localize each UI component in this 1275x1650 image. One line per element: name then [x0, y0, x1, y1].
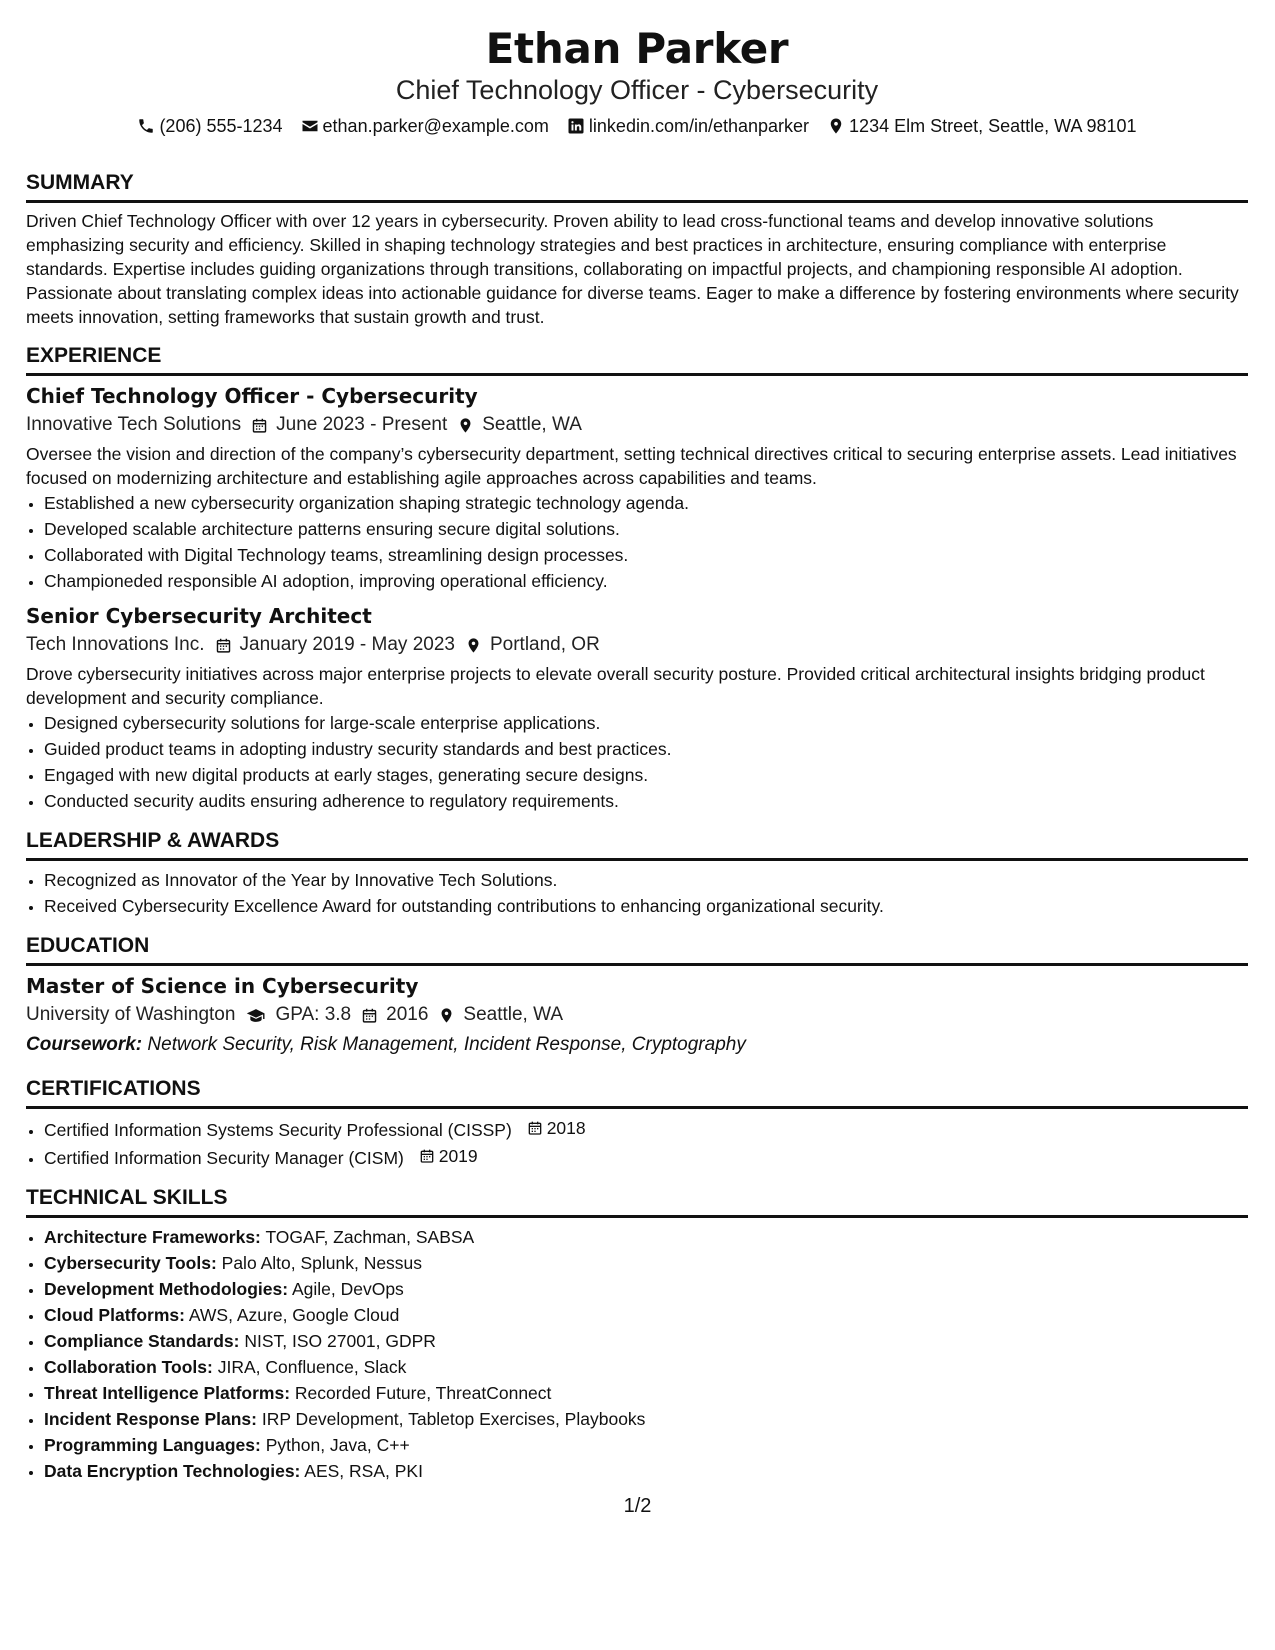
phone-text: (206) 555-1234 [159, 116, 283, 136]
skill-label: Development Methodologies: [44, 1279, 289, 1299]
calendar-icon [215, 637, 232, 654]
contact-info [26, 114, 1248, 138]
education-location [438, 1000, 563, 1030]
candidate-title: Chief Technology Officer - Cybersecurity [395, 75, 879, 105]
list-item: • Engaged with new digital products at early stages, generating secure designs. [44, 762, 1248, 788]
school-name: University of Washington [26, 1004, 236, 1025]
skill-value: AWS, Azure, Google Cloud [188, 1305, 400, 1325]
job-dates [251, 410, 447, 440]
education-year [361, 1000, 428, 1030]
job-location-text: Portland, OR [489, 634, 600, 655]
skills-section [26, 1185, 1248, 1484]
job-dates [215, 630, 455, 660]
skills-list [26, 1224, 1248, 1484]
job-location [457, 410, 582, 440]
address-text: 1234 Elm Street, Seattle, WA 98101 [849, 116, 1137, 136]
job-title: Chief Technology Officer - Cybersecurity [26, 384, 478, 408]
calendar-icon [361, 1007, 378, 1024]
graduation-cap-icon [245, 1007, 267, 1024]
year-text: 2016 [386, 1004, 429, 1025]
summary-section [26, 170, 1248, 329]
list-item [44, 1143, 1248, 1171]
list-item [44, 1406, 1248, 1432]
certifications-section [26, 1076, 1248, 1171]
job-company: Tech Innovations Inc. [26, 634, 205, 655]
location-text: Seattle, WA [463, 1004, 564, 1025]
job-company: Innovative Tech Solutions [26, 414, 242, 435]
list-item [44, 1432, 1248, 1458]
job-bullets [26, 710, 1248, 814]
skill-value: Agile, DevOps [291, 1279, 404, 1299]
list-item: • Received Cybersecurity Excellence Award for outstanding contributions to enhancing organizational security. [44, 893, 1248, 919]
certifications-list [26, 1115, 1248, 1171]
list-item [44, 1224, 1248, 1250]
skill-value: NIST, ISO 27001, GDPR [244, 1331, 436, 1351]
list-item [44, 1380, 1248, 1406]
contact-address [827, 114, 1137, 138]
skill-label: Architecture Frameworks: [44, 1227, 261, 1247]
gpa-text: GPA: 3.8 [275, 1004, 352, 1025]
list-item [44, 1115, 1248, 1143]
skill-label: Programming Languages: [44, 1435, 261, 1455]
job-meta [26, 410, 1248, 440]
job-bullets [26, 490, 1248, 594]
resume-page [26, 0, 1248, 1484]
calendar-icon [419, 1148, 435, 1164]
job-meta [26, 630, 1248, 660]
map-pin-icon [465, 637, 482, 654]
skills-heading: TECHNICAL SKILLS [26, 1185, 1248, 1218]
resume-header [26, 24, 1248, 138]
skill-label: Cybersecurity Tools: [44, 1253, 217, 1273]
education-meta [26, 1000, 1248, 1030]
list-item: • Championeded responsible AI adoption, improving operational efficiency. [44, 568, 1248, 594]
job-entry [26, 602, 1248, 814]
cert-year [419, 1143, 478, 1169]
list-item: • Collaborated with Digital Technology teams, streamlining design processes. [44, 542, 1248, 568]
email-text[interactable]: ethan.parker@example.com [322, 116, 549, 136]
list-item [44, 1458, 1248, 1484]
education-section [26, 933, 1248, 1060]
map-pin-icon [827, 117, 845, 135]
list-item [44, 1250, 1248, 1276]
list-item: • Guided product teams in adopting industry security standards and best practices. [44, 736, 1248, 762]
experience-section [26, 343, 1248, 814]
leadership-heading: LEADERSHIP & AWARDS [26, 828, 1248, 861]
skill-value: AES, RSA, PKI [304, 1461, 423, 1481]
list-item: • Designed cybersecurity solutions for large-scale enterprise applications. [44, 710, 1248, 736]
skill-value: JIRA, Confluence, Slack [217, 1357, 407, 1377]
education-heading: EDUCATION [26, 933, 1248, 966]
calendar-icon [251, 417, 268, 434]
leadership-list [26, 867, 1248, 919]
list-item: • Established a new cybersecurity organization shaping strategic technology agenda. [44, 490, 1248, 516]
list-item [44, 1276, 1248, 1302]
summary-text: Driven Chief Technology Officer with over 12 years in cybersecurity. Proven ability to lead cross-functional teams and develop innovative solutions emphasizing security and efficiency. Skilled in shaping technology strategies and best practices in architecture, ensuring compliance with enterprise standards. Expertise includes guiding organizations through transitions, collaborating on impactful projects, and championing responsible AI adoption. Passionate about translating complex ideas into actionable guidance for diverse teams. Eager to make a difference by fostering environments where security meets innovation, setting frameworks that sustain growth and trust. [26, 211, 1239, 327]
job-entry [26, 382, 1248, 594]
linkedin-text[interactable]: linkedin.com/in/ethanparker [588, 116, 810, 136]
skill-value: Python, Java, C++ [265, 1435, 410, 1455]
coursework [26, 1030, 1248, 1060]
calendar-icon [527, 1120, 543, 1136]
skill-label: Compliance Standards: [44, 1331, 240, 1351]
map-pin-icon [438, 1007, 455, 1024]
certifications-heading: CERTIFICATIONS [26, 1076, 1248, 1109]
linkedin-icon [567, 117, 585, 135]
envelope-icon [301, 117, 319, 135]
list-item: • Conducted security audits ensuring adherence to regulatory requirements. [44, 788, 1248, 814]
job-location-text: Seattle, WA [482, 414, 582, 435]
cert-name: Certified Information Systems Security Professional (CISSP) [44, 1120, 512, 1140]
cert-year [527, 1115, 586, 1141]
list-item: • Recognized as Innovator of the Year by Innovative Tech Solutions. [44, 867, 1248, 893]
leadership-section [26, 828, 1248, 919]
coursework-text: Network Security, Risk Management, Incident Response, Cryptography [147, 1034, 746, 1055]
education-gpa [245, 1000, 351, 1030]
skill-label: Incident Response Plans: [44, 1409, 257, 1429]
job-title: Senior Cybersecurity Architect [26, 604, 372, 628]
list-item [44, 1354, 1248, 1380]
phone-icon [137, 117, 155, 135]
contact-linkedin[interactable] [567, 114, 809, 138]
skill-value: IRP Development, Tabletop Exercises, Playbooks [261, 1409, 646, 1429]
cert-year-text: 2019 [438, 1146, 478, 1166]
experience-heading: EXPERIENCE [26, 343, 1248, 376]
skill-label: Threat Intelligence Platforms: [44, 1383, 291, 1403]
contact-phone [137, 114, 282, 138]
job-location [465, 630, 600, 660]
job-dates-text: January 2019 - May 2023 [239, 634, 455, 655]
list-item [44, 1302, 1248, 1328]
job-description: Drove cybersecurity initiatives across major enterprise projects to elevate overall security posture. Provided critical architectural insights bridging product development and security compliance. [26, 664, 1205, 708]
contact-email[interactable] [301, 114, 549, 138]
cert-year-text: 2018 [546, 1118, 586, 1138]
skill-label: Collaboration Tools: [44, 1357, 213, 1377]
skill-value: Recorded Future, ThreatConnect [294, 1383, 552, 1403]
coursework-label: Coursework: [26, 1034, 143, 1055]
map-pin-icon [457, 417, 474, 434]
summary-heading: SUMMARY [26, 170, 1248, 203]
skill-label: Data Encryption Technologies: [44, 1461, 301, 1481]
page-number: 1/2 [623, 1495, 652, 1517]
job-description: Oversee the vision and direction of the company’s cybersecurity department, setting technical directives critical to securing enterprise assets. Lead initiatives focused on modernizing architecture and establishing agile approaches across capabilities and teams. [26, 444, 1237, 488]
skill-label: Cloud Platforms: [44, 1305, 185, 1325]
cert-name: Certified Information Security Manager (CISM) [44, 1148, 404, 1168]
skill-value: Palo Alto, Splunk, Nessus [221, 1253, 423, 1273]
degree-title: Master of Science in Cybersecurity [26, 974, 419, 998]
list-item: • Developed scalable architecture patterns ensuring secure digital solutions. [44, 516, 1248, 542]
list-item [44, 1328, 1248, 1354]
job-dates-text: June 2023 - Present [276, 414, 448, 435]
skill-value: TOGAF, Zachman, SABSA [265, 1227, 475, 1247]
candidate-name: Ethan Parker [485, 24, 789, 73]
